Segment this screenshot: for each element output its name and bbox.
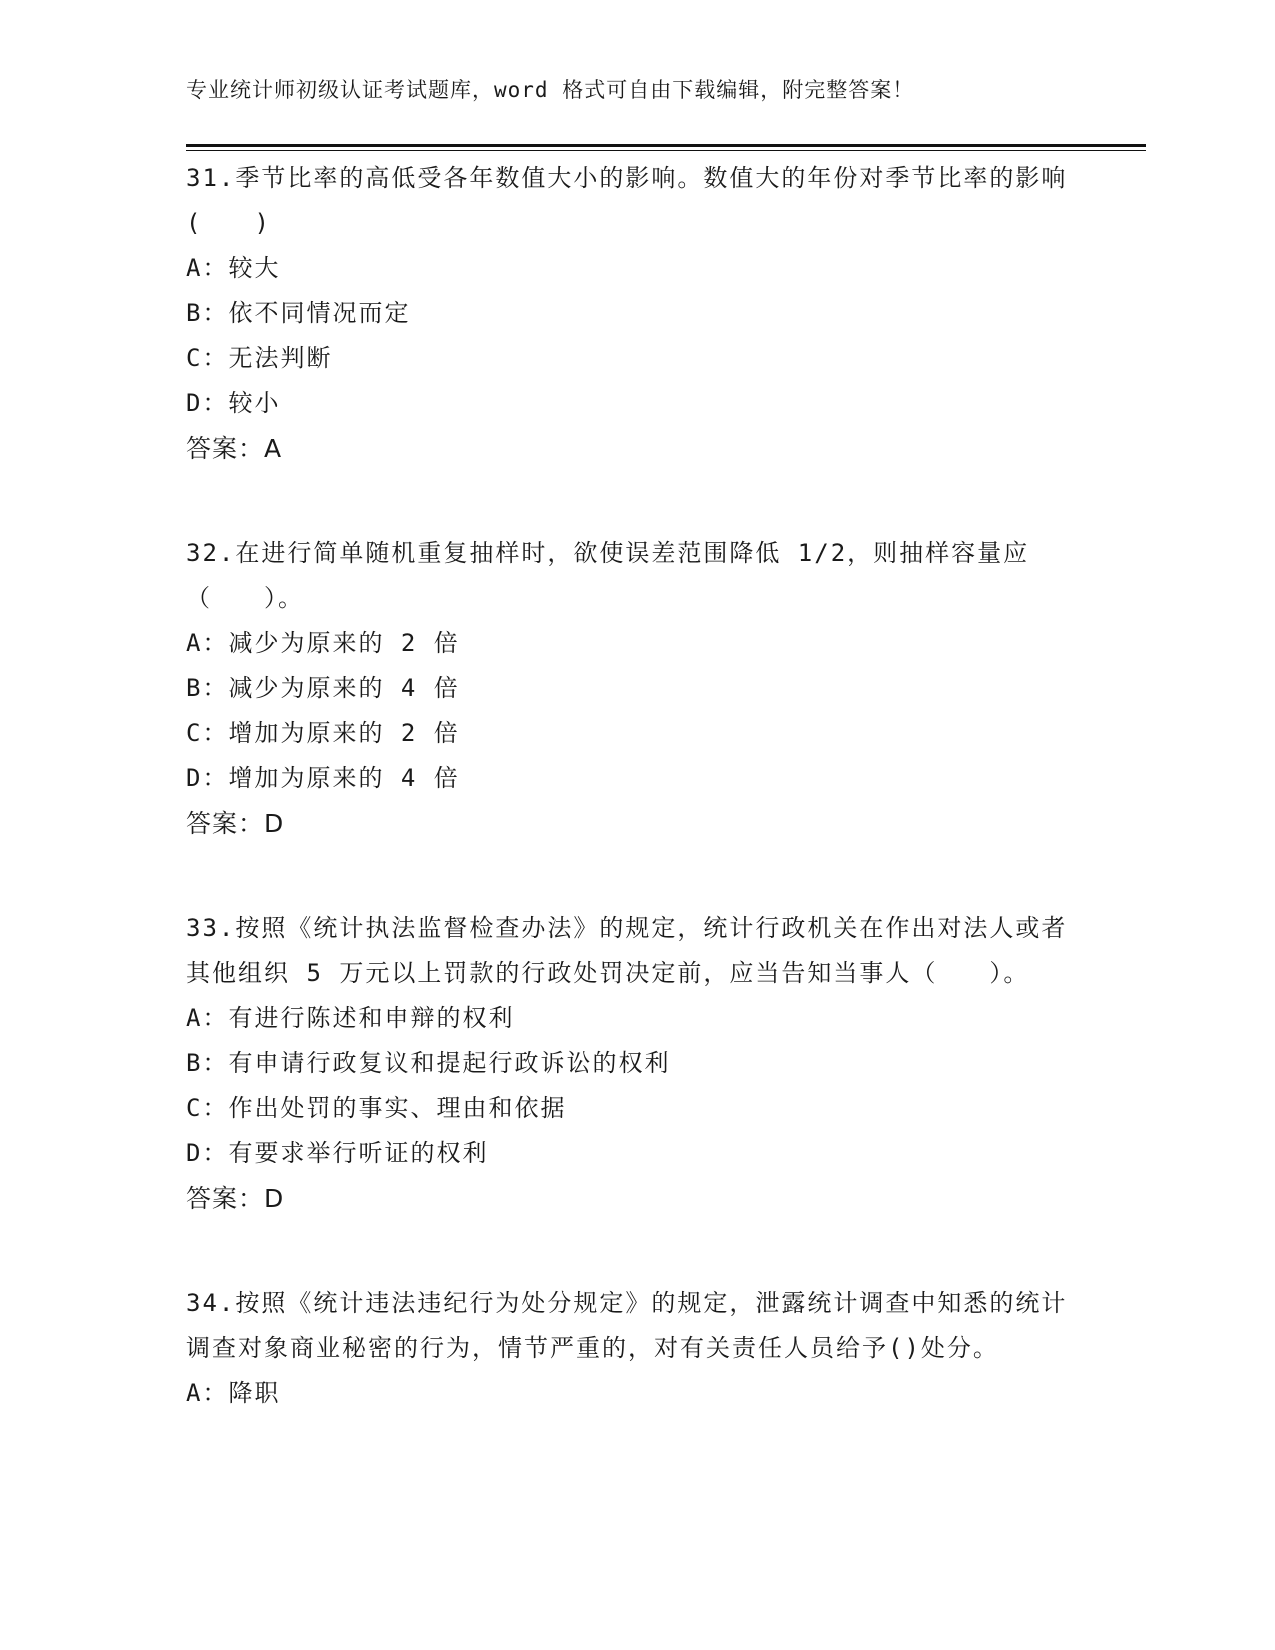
question-stem: 33.按照《统计执法监督检查办法》的规定，统计行政机关在作出对法人或者其他组织 5 万元以上罚款的行政处罚决定前，应当告知当事人（ ）。 [186,914,1068,987]
option-a: A：有进行陈述和申辩的权利 [186,1004,515,1032]
question-stem: 32.在进行简单随机重复抽样时，欲使误差范围降低 1/2，则抽样容量应（ ）。 [186,539,1030,612]
question-34 [186,1281,1086,1416]
option-b: B：有申请行政复议和提起行政诉讼的权利 [186,1049,671,1077]
spacer [186,1221,1086,1281]
option-a: A：降职 [186,1379,281,1407]
option-b: B：依不同情况而定 [186,299,411,327]
page-header: 专业统计师初级认证考试题库，word 格式可自由下载编辑，附完整答案！ [186,78,915,102]
header-divider-thick [186,144,1146,147]
question-31 [186,156,1086,471]
option-a: A：减少为原来的 2 倍 [186,629,460,657]
option-c: C：增加为原来的 2 倍 [186,719,460,747]
question-stem: 34.按照《统计违法违纪行为处分规定》的规定，泄露统计调查中知悉的统计调查对象商业秘密的行为，情节严重的，对有关责任人员给予()处分。 [186,1289,1068,1362]
option-d: D：增加为原来的 4 倍 [186,764,460,792]
answer: 答案：A [186,434,283,463]
question-32 [186,531,1086,846]
option-d: D：有要求举行听证的权利 [186,1139,489,1167]
question-list [186,156,1086,1416]
question-33 [186,906,1086,1221]
header-divider-thin [186,150,1146,151]
answer: 答案：D [186,1184,285,1213]
option-b: B：减少为原来的 4 倍 [186,674,460,702]
spacer [186,846,1086,906]
option-a: A：较大 [186,254,281,282]
option-d: D：较小 [186,389,281,417]
option-c: C：无法判断 [186,344,333,372]
option-c: C：作出处罚的事实、理由和依据 [186,1094,567,1122]
answer: 答案：D [186,809,285,838]
question-stem: 31.季节比率的高低受各年数值大小的影响。数值大的年份对季节比率的影响( ) [186,164,1068,237]
spacer [186,471,1086,531]
